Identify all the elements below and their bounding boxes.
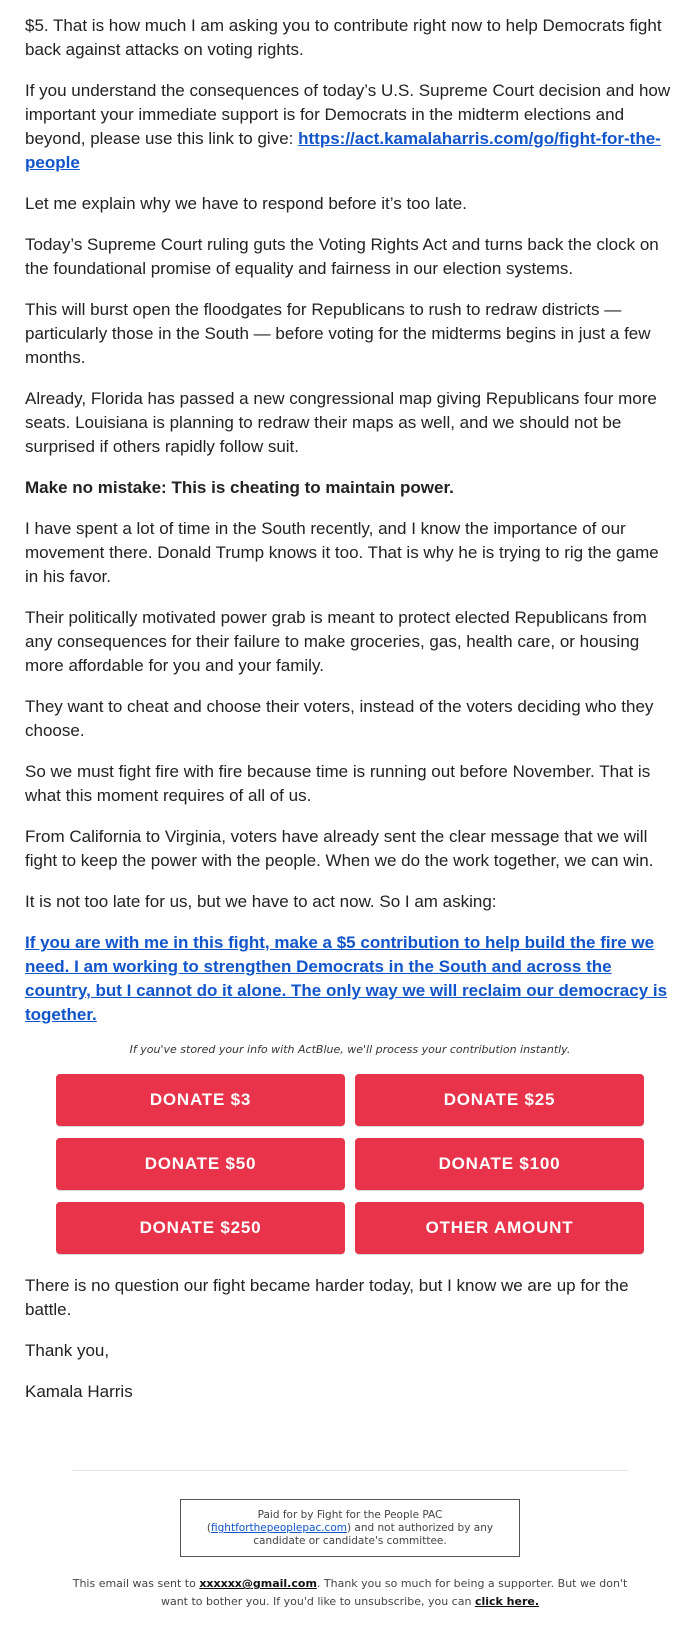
paragraph-act-now: It is not too late for us, but we have to act now. So I am asking: <box>25 892 497 911</box>
paragraph-ask: $5. That is how much I am asking you to contribute right now to help Democrats fight back against attacks on voting rights. <box>25 16 662 59</box>
unsubscribe-link[interactable]: click here. <box>474 1595 540 1608</box>
actblue-instant-note: If you've stored your info with ActBlue, we'll process your contribution instantly. <box>129 1043 571 1056</box>
paragraph-fight-fire: So we must fight fire with fire because time is running out before November. That is what this moment requires of all of us. <box>25 762 651 805</box>
recipient-email: xxxxxx@gmail.com <box>199 1577 317 1590</box>
paragraph-ruling: Today’s Supreme Court ruling guts the Voting Rights Act and turns back the clock on the foundational promise of equality and fairness in our election systems. <box>25 235 659 278</box>
closing-line: Thank you, <box>25 1341 110 1360</box>
supporter-text: . Thank you so much for being a supporter. But we don't want to bother you. If you'd like to unsubscribe, you can <box>160 1577 628 1608</box>
cta-contribution-link[interactable]: If you are with me in this fight, make a $5 contribution to help build the fire we need. I am working to strengthen Democrats in the South and across the country, but I cannot do it alone. The only way we will reclaim our democracy is together. <box>25 933 668 1024</box>
donate-50-button[interactable]: DONATE $50 <box>56 1138 345 1190</box>
donate-250-button[interactable]: DONATE $250 <box>56 1202 345 1254</box>
paid-for-authorization <box>193 1522 507 1548</box>
paragraph-floodgates: This will burst open the floodgates for Republicans to rush to redraw districts — particularly those in the South — before voting for the midterms begins in just a few months. <box>25 300 651 367</box>
footer-divider <box>72 1470 628 1471</box>
paragraph-battle: There is no question our fight became harder today, but I know we are up for the battle. <box>25 1276 629 1319</box>
sent-to-prefix: This email was sent to <box>72 1577 200 1590</box>
paragraph-south: I have spent a lot of time in the South recently, and I know the importance of our movement there. Donald Trump knows it too. That is why he is trying to rig the game in his favor. <box>25 519 659 586</box>
paid-for-line: Paid for by Fight for the People PAC <box>257 1509 443 1521</box>
unsubscribe-note <box>70 1575 630 1611</box>
cta-paragraph <box>25 931 675 1027</box>
paid-for-disclaimer <box>180 1499 520 1557</box>
paragraph-florida: Already, Florida has passed a new congressional map giving Republicans four more seats. Louisiana is planning to redraw their maps as well, and we should not be surprised if others rapidly follow suit. <box>25 389 657 456</box>
paren-open: ( <box>206 1522 212 1534</box>
authorization-text: ) and not authorized by any candidate or candidate's committee. <box>253 1522 494 1547</box>
paragraph-cheat: They want to cheat and choose their voters, instead of the voters deciding who they choose. <box>25 697 654 740</box>
donation-url-link[interactable]: https://act.kamalaharris.com/go/fight-for-the-people <box>25 129 661 172</box>
donate-3-button[interactable]: DONATE $3 <box>56 1074 345 1126</box>
other-amount-button[interactable]: OTHER AMOUNT <box>355 1202 644 1254</box>
pac-website-link[interactable]: fightforthepeoplepac.com <box>211 1522 347 1534</box>
paragraph-make-no-mistake: Make no mistake: This is cheating to maintain power. <box>25 478 454 497</box>
paragraph-link-ask <box>25 79 675 175</box>
paragraph-power-grab: Their politically motivated power grab is meant to protect elected Republicans from any consequences for their failure to make groceries, gas, health care, or housing more affordable for you and your family. <box>25 608 647 675</box>
donate-100-button[interactable]: DONATE $100 <box>355 1138 644 1190</box>
paragraph-link-ask-text: If you understand the consequences of today’s U.S. Supreme Court decision and how important your immediate support is for Democrats in the midterm elections and beyond, please use this link to give: <box>25 81 671 148</box>
paragraph-explain: Let me explain why we have to respond before it’s too late. <box>25 194 467 213</box>
paragraph-california-virginia: From California to Virginia, voters have already sent the clear message that we will fight to keep the power with the people. When we do the work together, we can win. <box>25 827 654 870</box>
signature: Kamala Harris <box>25 1382 133 1401</box>
donate-button-grid <box>56 1074 644 1254</box>
donate-25-button[interactable]: DONATE $25 <box>355 1074 644 1126</box>
